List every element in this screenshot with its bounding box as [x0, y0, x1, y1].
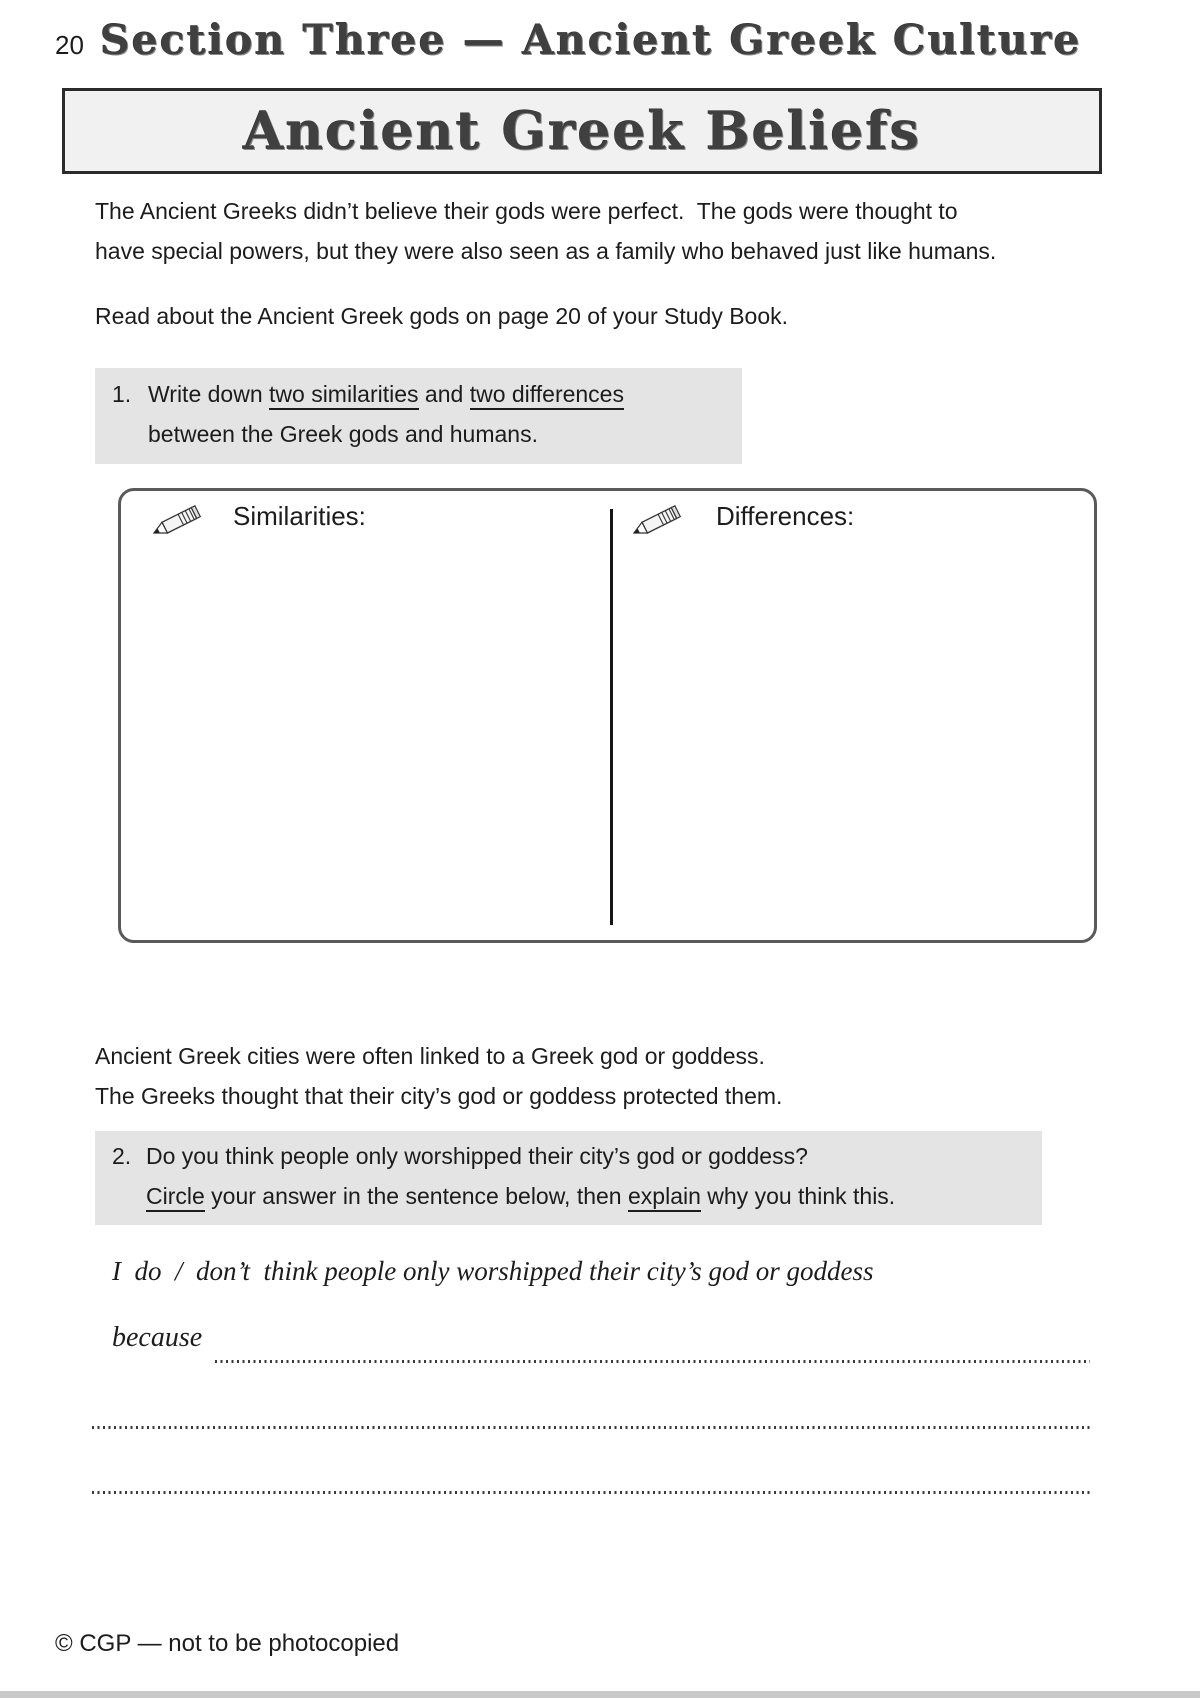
intro-line-2: have special powers, but they were also seen as a family who behaved just like humans. [95, 238, 997, 264]
answer-line-3[interactable] [92, 1491, 1090, 1494]
page-number: 20 [55, 30, 84, 60]
question-1-underlined-2: two differences [470, 381, 624, 410]
circle-answer-sentence [112, 1256, 873, 1287]
question-1-answer-box [118, 488, 1097, 943]
question-1-text-part-1: Write down [148, 381, 270, 407]
option-do[interactable]: do [134, 1256, 162, 1286]
similarities-label: Similarities: [233, 501, 366, 531]
sentence-prefix: I [112, 1256, 135, 1286]
copyright-footer: © CGP — not to be photocopied [55, 1630, 400, 1657]
because-label: because [112, 1322, 203, 1353]
middle-line-1: Ancient Greek cities were often linked to a Greek god or goddess. [95, 1043, 765, 1069]
section-header: Section Three — Ancient Greek Culture [100, 16, 1082, 64]
question-2-line-2 [146, 1183, 895, 1210]
sentence-separator: / [161, 1256, 197, 1286]
differences-label: Differences: [716, 501, 855, 531]
page-bottom-edge [0, 1691, 1200, 1698]
question-2-underlined-1: Circle [146, 1183, 205, 1212]
question-2-box [95, 1131, 1042, 1225]
question-1-line-1 [148, 381, 624, 408]
differences-write-area[interactable] [623, 549, 1088, 924]
question-2-number: 2. [112, 1143, 132, 1169]
question-1-line-2: between the Greek gods and humans. [148, 421, 538, 447]
sentence-rest: think people only worshipped their city’s god or goddess [250, 1256, 874, 1286]
similarities-write-area[interactable] [133, 549, 598, 924]
pencil-icon [627, 503, 683, 539]
question-2-text-part-1: your answer in the sentence below, then [204, 1183, 628, 1209]
question-1-number: 1. [112, 381, 132, 407]
column-divider [610, 509, 613, 925]
question-2-line-1: Do you think people only worshipped their city’s god or goddess? [146, 1143, 808, 1169]
middle-line-2: The Greeks thought that their city’s god or goddess protected them. [95, 1083, 783, 1109]
question-1-text-part-2: and [418, 381, 470, 407]
question-2-underlined-2: explain [628, 1183, 701, 1212]
intro-line-1: The Ancient Greeks didn’t believe their gods were perfect. The gods were thought to [95, 198, 958, 224]
study-book-note: Read about the Ancient Greek gods on page 20 of your Study Book. [95, 303, 789, 329]
page-title: Ancient Greek Beliefs [243, 100, 921, 162]
option-dont[interactable]: don’t [196, 1256, 251, 1286]
answer-line-2[interactable] [92, 1426, 1090, 1429]
question-1-underlined-1: two similarities [269, 381, 419, 410]
question-1-box [95, 368, 742, 464]
answer-line-1[interactable] [215, 1360, 1090, 1363]
question-2-text-part-2: why you think this. [700, 1183, 896, 1209]
title-box [62, 88, 1102, 174]
pencil-icon [147, 503, 203, 539]
